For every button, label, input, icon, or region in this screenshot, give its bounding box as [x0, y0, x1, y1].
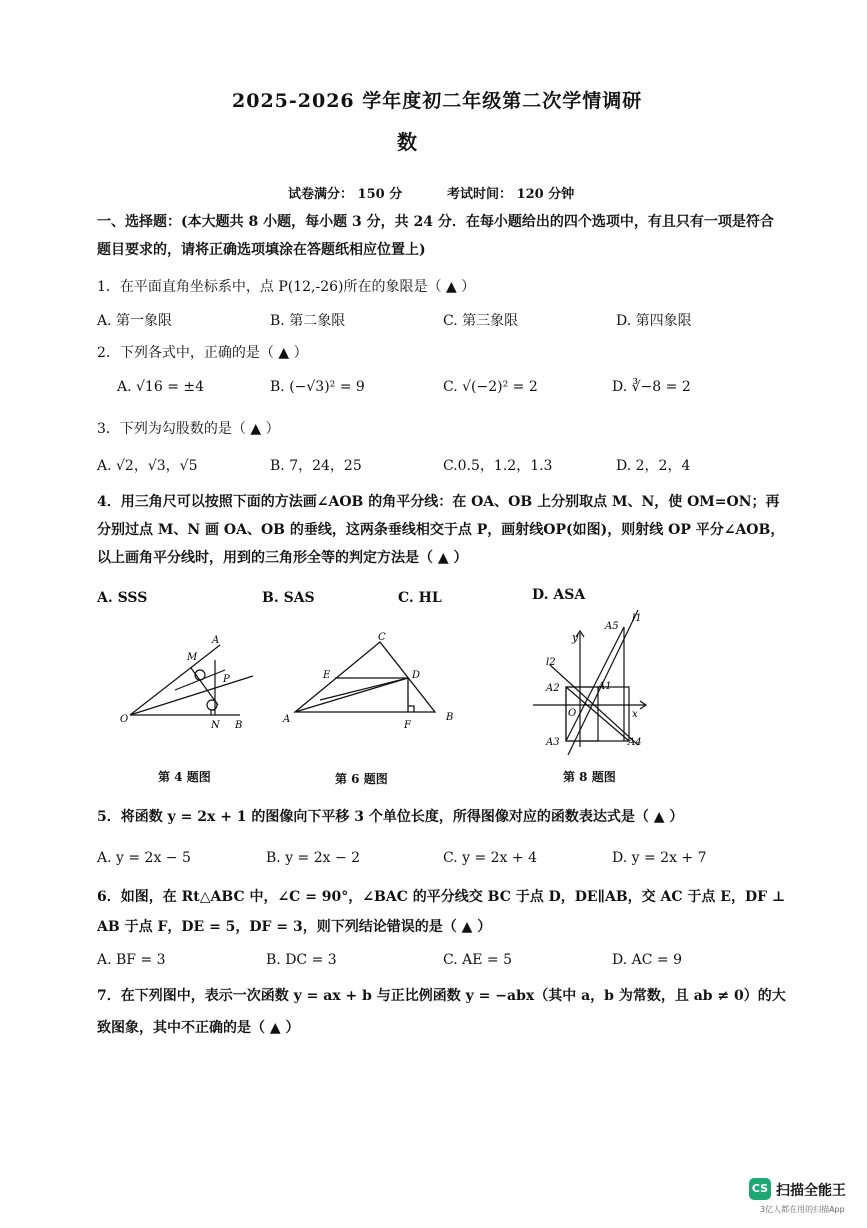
section-heading: 一、选择题：(本大题共 8 小题，每小题 3 分，共 24 分．在每小题给出的四个选项中，有且只有一项是符合题目要求的，请将正确选项填涂在答题纸相应位置上) [97, 214, 774, 258]
subject-title: 数 [397, 130, 418, 154]
fig6-label-a: A [283, 714, 291, 725]
q2-option-d: D. ∛−8 = 2 [612, 379, 691, 395]
q6-option-a: A. BF = 3 [97, 952, 166, 968]
q1-option-a: A. 第一象限 [97, 313, 173, 329]
question-5: 5．将函数 y = 2x + 1 的图像向下平移 3 个单位长度，所得图像对应的函数表达式是（ ▲ ） [97, 809, 684, 825]
q3-option-d: D. 2，2，4 [616, 458, 691, 474]
q2-option-b: B. (−√3)² = 9 [270, 379, 365, 395]
exam-time: 考试时间： 120 分钟 [447, 187, 575, 202]
q1-option-b: B. 第二象限 [270, 313, 346, 329]
q1-option-d: D. 第四象限 [616, 313, 692, 329]
fig8-label-a4: A4 [628, 737, 642, 748]
q4-option-b: B. SAS [262, 590, 315, 606]
question-3: 3．下列为勾股数的是（ ▲ ） [97, 421, 280, 437]
fig4-label-b: B [235, 720, 243, 731]
q5-option-d: D. y = 2x + 7 [612, 850, 707, 866]
q2-option-a: A. √16 = ±4 [117, 379, 205, 395]
fig8-label-a1: A1 [598, 681, 612, 692]
q6-option-c: C. AE = 5 [443, 952, 512, 968]
figure-8 [528, 605, 658, 755]
figure-6 [280, 630, 460, 735]
segment-ad [295, 678, 408, 712]
q4-option-d: D. ASA [532, 587, 586, 603]
fig4-label-o: O [120, 714, 129, 725]
exam-title: 2025-2026 学年度初二年级第二次学情调研 [232, 90, 643, 112]
fig6-label-f: F [404, 720, 411, 731]
question-1: 1．在平面直角坐标系中，点 P(12,-26)所在的象限是（ ▲ ） [97, 279, 476, 295]
question-7: 7．在下列图中，表示一次函数 y = ax + b 与正比例函数 y = −abx（其中 a，b 为常数，且 ab ≠ 0）的大致图象，其中不正确的是（ ▲ ） [97, 988, 786, 1036]
fig8-label-l2: l2 [546, 657, 556, 668]
fig8-label-a5: A5 [605, 621, 619, 632]
question-4: 4．用三角尺可以按照下面的方法画∠AOB 的角平分线：在 OA、OB 上分别取点 M、N，使 OM=ON；再分别过点 M、N 画 OA、OB 的垂线，这两条垂线相交于点 P，画射线OP(如图)，则射线 OP 平分∠AOB，以上画角平分线时，用到的三角形全等的判定方法是（ ▲ ） [97, 494, 785, 566]
fig4-label-p: P [223, 674, 230, 685]
fig6-label-e: E [323, 670, 331, 681]
scanner-app-slogan: 3亿人都在用的扫描App [760, 1205, 845, 1214]
question-2: 2．下列各式中，正确的是（ ▲ ） [97, 345, 308, 361]
figure-8-caption: 第 8 题图 [563, 770, 616, 784]
q3-option-c: C.0.5，1.2，1.3 [443, 458, 553, 474]
q4-option-a: A. SSS [97, 590, 148, 606]
fig8-label-a2: A2 [546, 683, 560, 694]
q3-option-a: A. √2，√3，√5 [97, 458, 198, 474]
ray-op [130, 676, 253, 715]
fig4-label-m: M [187, 652, 198, 663]
figure-6-caption: 第 6 题图 [335, 772, 388, 786]
fig8-label-a3: A3 [546, 737, 560, 748]
figure-4 [115, 630, 265, 745]
fig4-label-n: N [211, 720, 220, 731]
full-score: 试卷满分： 150 分 [288, 187, 403, 202]
scanner-app-name: 扫描全能王 [776, 1183, 846, 1199]
q5-option-a: A. y = 2x − 5 [97, 850, 191, 866]
scanner-logo-icon: CS [749, 1178, 771, 1200]
q2-option-c: C. √(−2)² = 2 [443, 379, 538, 395]
q5-option-b: B. y = 2x − 2 [266, 850, 361, 866]
fig8-label-y: y [572, 631, 579, 644]
fig8-label-x: x [632, 709, 638, 720]
q6-option-d: D. AC = 9 [612, 952, 682, 968]
q3-option-b: B. 7，24，25 [270, 458, 362, 474]
fig8-label-l1: l1 [632, 613, 642, 624]
fig8-label-o: O [568, 708, 577, 719]
fig6-label-c: C [378, 632, 386, 643]
fig4-label-a: A [212, 635, 220, 646]
q5-option-c: C. y = 2x + 4 [443, 850, 537, 866]
figure-4-caption: 第 4 题图 [158, 770, 211, 784]
q6-option-b: B. DC = 3 [266, 952, 337, 968]
fig6-label-d: D [412, 670, 421, 681]
q4-option-c: C. HL [398, 590, 442, 606]
q1-option-c: C. 第三象限 [443, 313, 519, 329]
question-6: 6．如图，在 Rt△ABC 中，∠C = 90°，∠BAC 的平分线交 BC 于点 D，DE∥AB，交 AC 于点 E，DF ⊥ AB 于点 F，DE = 5，DF = 3，则下列结论错误的是（ ▲ ） [97, 889, 786, 935]
fig6-label-b: B [446, 712, 454, 723]
